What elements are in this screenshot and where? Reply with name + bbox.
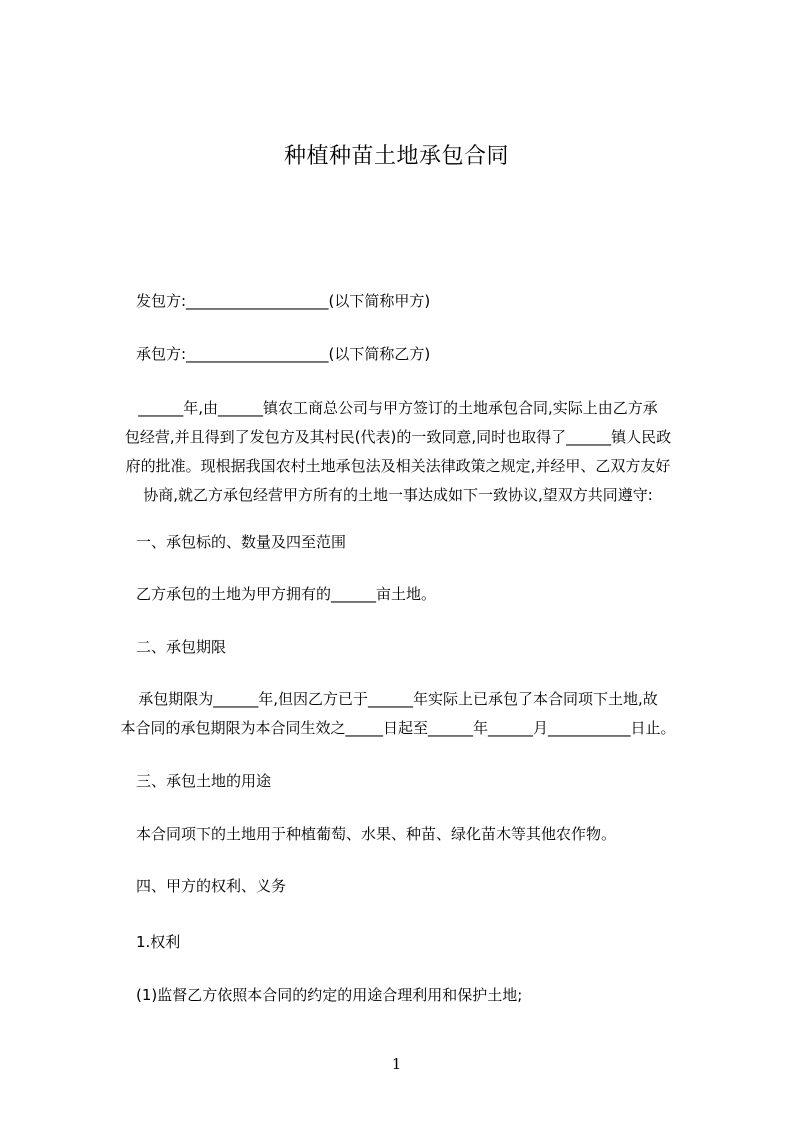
section-2-heading: 二、承包期限 [136,638,227,656]
party-a-line: 发包方:___________________(以下简称甲方) [136,292,431,310]
section-4-heading: 四、甲方的权利、义务 [136,877,287,895]
intro-line: ______年,由______镇农工商总公司与甲方签订的土地承包合同,实际上由乙方承 [138,399,658,417]
section-2-line: 本合同的承包期限为本合同生效之_____日起至______年______月___________日止。 [120,719,676,737]
right-item-1: (1)监督乙方依照本合同的约定的用途合理利用和保护土地; [136,986,523,1004]
document-title: 种植种苗土地承包合同 [283,144,509,169]
intro-line: 协商,就乙方承包经营甲方所有的土地一事达成如下一致协议,望双方共同遵守: [143,486,653,504]
section-2-paragraph [103,685,693,743]
party-b-line: 承包方:___________________(以下简称乙方) [136,345,431,363]
intro-line: 府的批准。现根据我国农村土地承包法及相关法律政策之规定,并经甲、乙双方友好 [125,457,671,475]
section-3-text: 本合同项下的土地用于种植葡萄、水果、种苗、绿化苗木等其他农作物。 [136,825,617,843]
intro-paragraph [103,394,693,510]
page-number: 1 [391,1055,402,1073]
section-1-text: 乙方承包的土地为甲方拥有的______亩土地。 [136,585,437,603]
section-1-heading: 一、承包标的、数量及四至范围 [136,533,347,551]
intro-line: 包经营,并且得到了发包方及其村民(代表)的一致同意,同时也取得了______镇人民政 [124,428,672,446]
section-3-heading: 三、承包土地的用途 [136,772,272,790]
rights-heading: 1.权利 [136,933,181,951]
section-2-line: 承包期限为______年,但因乙方已于______年实际上已承包了本合同项下土地,故 [138,690,658,708]
